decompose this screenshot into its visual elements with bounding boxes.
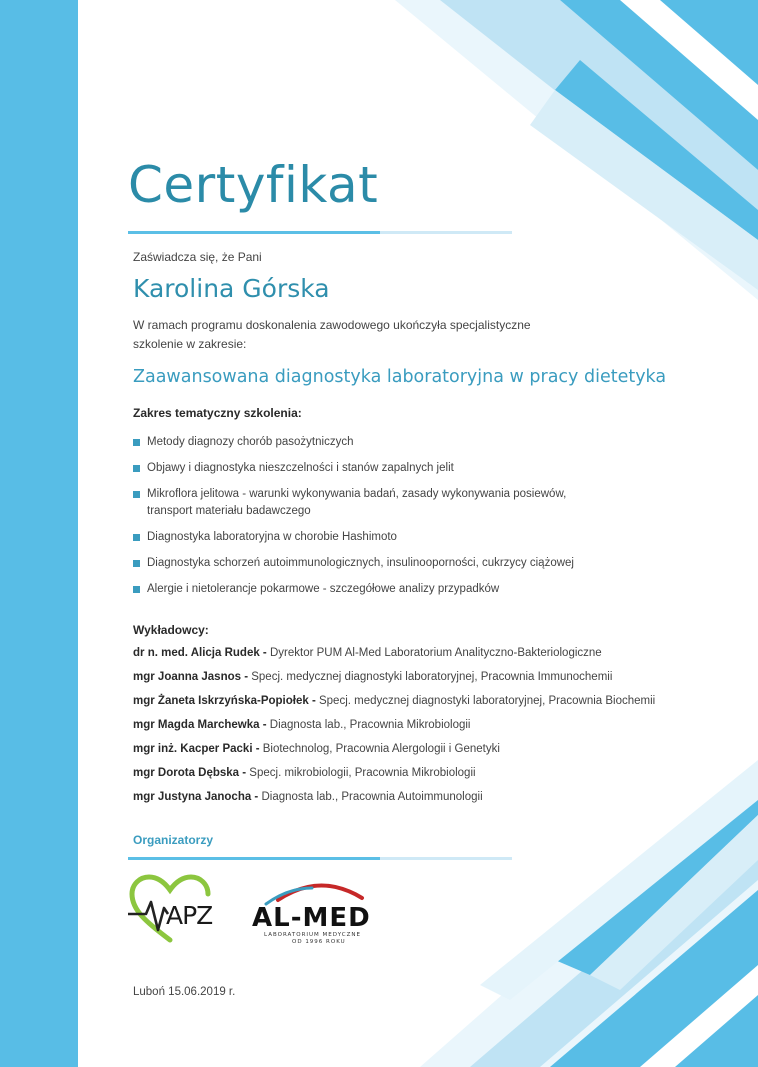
topic-text: Metody diagnozy chorób pasożytniczych	[147, 436, 354, 448]
place-and-date: Luboń 15.06.2019 r.	[133, 986, 236, 998]
organizers-divider	[128, 857, 512, 860]
topics-list	[133, 434, 653, 598]
lecturer-item	[133, 693, 693, 717]
course-title: Zaawansowana diagnostyka laboratoryjna w pracy dietetyka	[133, 367, 667, 387]
topic-text: Diagnostyka schorzeń autoimmunologicznych, insulinooporności, cukrzycy ciążowej	[147, 557, 574, 569]
lecturer-item	[133, 789, 693, 813]
lecturer-role: Specj. mikrobiologii, Pracownia Mikrobiologii	[246, 767, 476, 779]
lecturer-name: mgr Justyna Janocha -	[133, 791, 259, 803]
almed-logo-text: AL-MED	[252, 903, 371, 933]
lecturer-item	[133, 645, 693, 669]
square-bullet-icon	[133, 491, 140, 498]
topic-text: Mikroflora jelitowa - warunki wykonywania badań, zasady wykonywania posiewów,	[147, 488, 567, 500]
lecturer-item	[133, 765, 693, 789]
lecturer-name: mgr Magda Marchewka -	[133, 719, 267, 731]
topic-item	[133, 434, 653, 451]
lecturers-list	[133, 645, 693, 813]
lecturer-name: mgr Żaneta Iskrzyńska-Popiołek -	[133, 695, 316, 707]
intro-text: Zaświadcza się, że Pani	[133, 250, 262, 264]
almed-logo-tagline-2: OD 1996 ROKU	[292, 939, 346, 945]
lecturer-role: Dyrektor PUM Al-Med Laboratorium Analityczno-Bakteriologiczne	[266, 647, 602, 659]
title-divider-primary	[128, 231, 380, 234]
topics-heading: Zakres tematyczny szkolenia:	[133, 406, 302, 420]
almed-logo	[248, 880, 394, 946]
square-bullet-icon	[133, 465, 140, 472]
organizers-divider-primary	[128, 857, 380, 860]
recipient-name: Karolina Górska	[133, 274, 330, 303]
topic-item	[133, 529, 653, 546]
lecturer-name: mgr Dorota Dębska -	[133, 767, 247, 779]
apz-logo	[126, 872, 218, 944]
lecturer-role: Diagnosta lab., Pracownia Autoimmunologii	[258, 791, 483, 803]
program-text-line-2: szkolenie w zakresie:	[133, 337, 247, 351]
topic-item	[133, 555, 653, 572]
topic-text: Objawy i diagnostyka nieszczelności i stanów zapalnych jelit	[147, 462, 454, 474]
lecturer-role: Diagnosta lab., Pracownia Mikrobiologii	[266, 719, 471, 731]
topic-text-continued: transport materiału badawczego	[147, 505, 311, 517]
lecturer-name: dr n. med. Alicja Rudek -	[133, 647, 267, 659]
topic-text: Diagnostyka laboratoryjna w chorobie Hashimoto	[147, 531, 397, 543]
lecturer-item	[133, 741, 693, 765]
topic-text: Alergie i nietolerancje pokarmowe - szczegółowe analizy przypadków	[147, 583, 500, 595]
topic-item	[133, 460, 653, 477]
lecturer-item	[133, 669, 693, 693]
arc-logo-secondary	[266, 888, 312, 904]
topic-item	[133, 581, 653, 598]
title-divider	[128, 231, 512, 234]
lecturers-heading: Wykładowcy:	[133, 623, 209, 637]
topic-item	[133, 486, 653, 520]
lecturer-role: Biotechnolog, Pracownia Alergologii i Genetyki	[259, 743, 500, 755]
organizers-heading: Organizatorzy	[133, 833, 214, 847]
square-bullet-icon	[133, 534, 140, 541]
certificate-title: Certyfikat	[128, 156, 379, 214]
lecturer-role: Specj. medycznej diagnostyki laboratoryjnej, Pracownia Immunochemii	[248, 671, 613, 683]
apz-logo-text: APZ	[166, 901, 213, 930]
lecturer-item	[133, 717, 693, 741]
square-bullet-icon	[133, 439, 140, 446]
lecturer-role: Specj. medycznej diagnostyki laboratoryjnej, Pracownia Biochemii	[315, 695, 656, 707]
square-bullet-icon	[133, 586, 140, 593]
program-description	[133, 316, 593, 354]
organizers-divider-secondary	[380, 857, 512, 860]
lecturer-name: mgr Joanna Jasnos -	[133, 671, 249, 683]
almed-logo-tagline: LABORATORIUM MEDYCZNE	[264, 932, 361, 938]
program-text-line-1: W ramach programu doskonalenia zawodowego ukończyła specjalistyczne	[133, 318, 531, 332]
lecturer-name: mgr inż. Kacper Packi -	[133, 743, 260, 755]
title-divider-secondary	[380, 231, 512, 234]
square-bullet-icon	[133, 560, 140, 567]
